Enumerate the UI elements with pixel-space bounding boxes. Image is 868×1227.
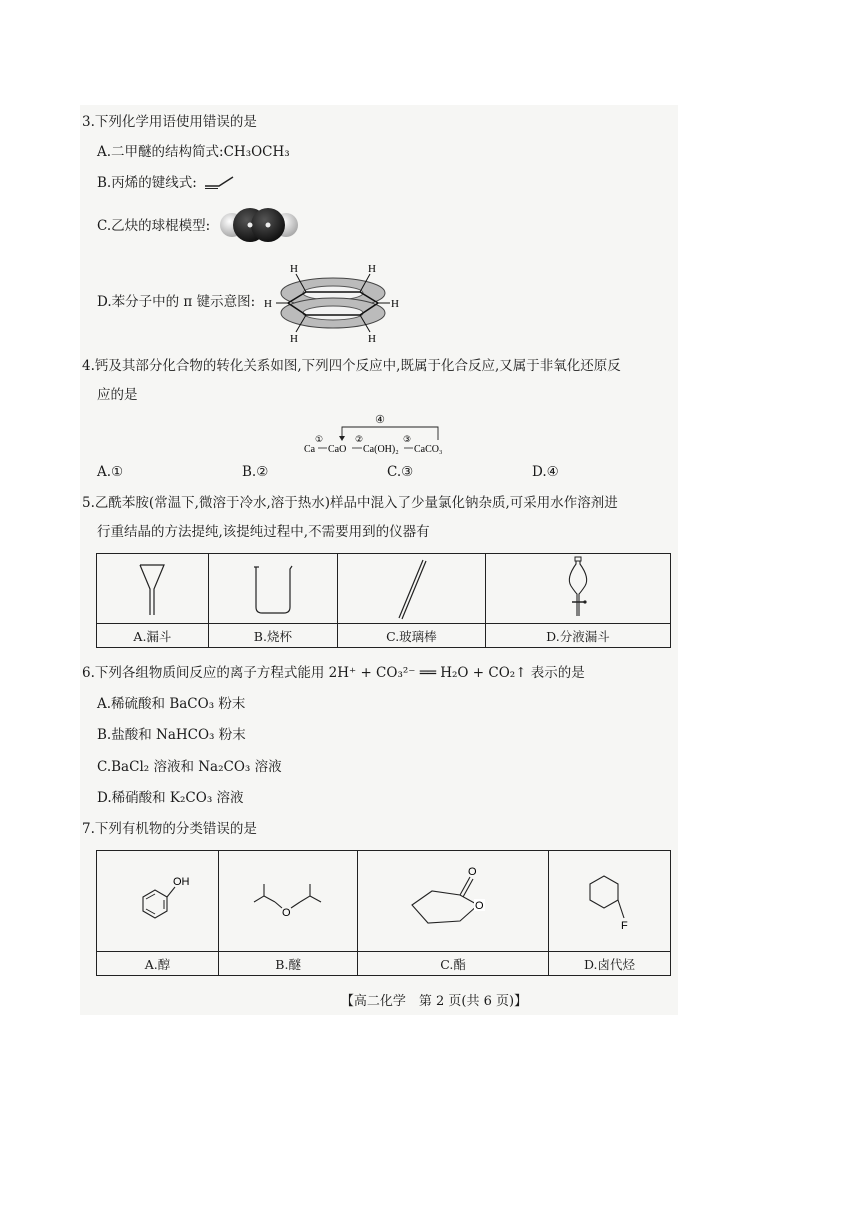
- q7-stem: 7.下列有机物的分类错误的是: [82, 821, 257, 837]
- step-3-label: ③: [403, 435, 412, 445]
- q7-label-c: C.酯: [358, 952, 549, 976]
- page-footer: 【高二化学 第 2 页(共 6 页)】: [340, 994, 528, 1009]
- q7-label-b: B.醚: [219, 952, 358, 976]
- benzene-h-label: H: [368, 263, 376, 275]
- benzene-h-label: H: [290, 333, 298, 345]
- species-caco3: CaCO₃: [414, 444, 443, 455]
- q5-stem-line1: 5.乙酰苯胺(常温下,微溶于冷水,溶于热水)样品中混入了少量氯化钠杂质,可采用水作溶剂进: [82, 495, 618, 511]
- benzene-h-label: H: [264, 298, 272, 310]
- q5-label-b: B.烧杯: [208, 624, 337, 648]
- q7-cell-phenol[interactable]: [97, 851, 219, 952]
- species-caoh2: Ca(OH)₂: [363, 444, 399, 455]
- q3-option-c[interactable]: C.乙炔的球棍模型:: [97, 218, 211, 234]
- q7-cell-haloalkane[interactable]: [548, 851, 670, 952]
- q6-option-b[interactable]: B.盐酸和 NaHCO₃ 粉末: [97, 727, 246, 743]
- q7-label-a: A.醇: [97, 952, 219, 976]
- q5-label-d: D.分液漏斗: [485, 624, 670, 648]
- q5-apparatus-table: [96, 553, 671, 648]
- benzene-h-label: H: [368, 333, 376, 345]
- q6-stem: 6.下列各组物质间反应的离子方程式能用 2H⁺ + CO₃²⁻ ══ H₂O + CO₂↑ 表示的是: [82, 665, 585, 681]
- q7-cell-ether[interactable]: [219, 851, 358, 952]
- propene-skeletal-icon: [203, 174, 235, 190]
- q6-option-a[interactable]: A.稀硫酸和 BaCO₃ 粉末: [97, 696, 246, 712]
- q6-option-c[interactable]: C.BaCl₂ 溶液和 Na₂CO₃ 溶液: [97, 759, 282, 775]
- lactone-structure-icon: [398, 861, 508, 941]
- q6-option-d[interactable]: D.稀硝酸和 K₂CO₃ 溶液: [97, 790, 244, 806]
- species-ca: Ca: [304, 444, 316, 455]
- q4-option-b[interactable]: B.②: [242, 464, 269, 480]
- step-2-label: ②: [355, 435, 364, 445]
- q5-stem-line2: 行重结晶的方法提纯,该提纯过程中,不需要用到的仪器有: [97, 524, 430, 540]
- q3-option-a[interactable]: A.二甲醚的结构简式:CH₃OCH₃: [97, 144, 290, 160]
- q5-cell-glass-rod[interactable]: [337, 554, 485, 624]
- acetylene-ball-stick-icon: [218, 205, 300, 245]
- q3-option-d[interactable]: D.苯分子中的 π 键示意图:: [97, 294, 256, 310]
- q5-label-a: A.漏斗: [97, 624, 209, 648]
- separatory-funnel-icon: [563, 556, 593, 622]
- q4-option-c[interactable]: C.③: [387, 464, 414, 480]
- phenol-structure-icon: [123, 871, 193, 931]
- calcium-conversion-diagram: [300, 410, 460, 456]
- ether-o-label: O: [282, 907, 291, 919]
- oh-label: OH: [172, 876, 189, 888]
- q4-stem-line1: 4.钙及其部分化合物的转化关系如图,下列四个反应中,既属于化合反应,又属于非氧化还原反: [82, 358, 621, 374]
- step-4-label: ④: [375, 413, 385, 426]
- funnel-icon: [137, 559, 167, 619]
- q4-stem-line2: 应的是: [97, 387, 138, 403]
- q5-label-c: C.玻璃棒: [337, 624, 485, 648]
- q4-option-a[interactable]: A.①: [97, 464, 124, 480]
- beaker-icon: [251, 561, 295, 617]
- q4-option-d[interactable]: D.④: [532, 464, 559, 480]
- glass-rod-icon: [391, 558, 431, 620]
- q3-option-b[interactable]: B.丙烯的键线式:: [97, 175, 197, 191]
- q3-stem: 3.下列化学用语使用错误的是: [82, 114, 257, 130]
- q5-cell-funnel[interactable]: [97, 554, 209, 624]
- benzene-h-label: H: [391, 298, 399, 310]
- q5-cell-separatory-funnel[interactable]: [485, 554, 670, 624]
- fluorocyclohexane-icon: [574, 866, 644, 936]
- carbonyl-o-label: O: [468, 866, 477, 878]
- q7-cell-ester[interactable]: [358, 851, 549, 952]
- species-cao: CaO: [328, 444, 347, 455]
- benzene-pi-bond-icon: [258, 260, 408, 346]
- q7-label-d: D.卤代烃: [548, 952, 670, 976]
- f-label: F: [621, 920, 629, 932]
- ring-o-label: O: [475, 900, 484, 912]
- step-1-label: ①: [315, 435, 324, 445]
- q5-cell-beaker[interactable]: [208, 554, 337, 624]
- benzene-h-label: H: [290, 263, 298, 275]
- diisopropyl-ether-icon: [248, 876, 328, 926]
- q7-structure-table: [96, 850, 671, 976]
